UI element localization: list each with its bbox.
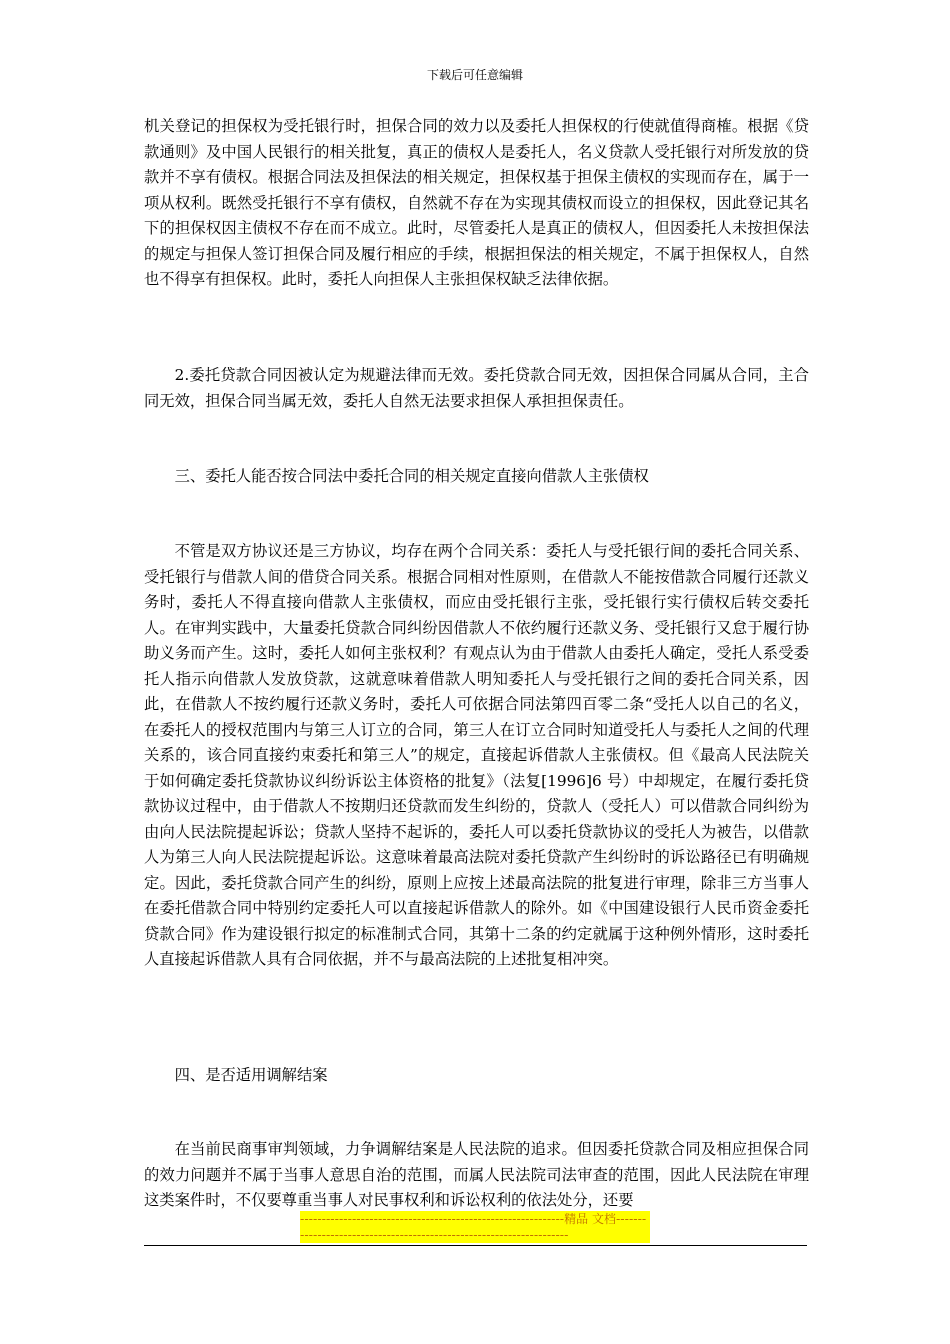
section-heading: 四、是否适用调解结案 <box>174 1066 328 1084</box>
body-paragraph: 不管是双方协议还是三方协议，均存在两个合同关系：委托人与受托银行间的委托合同关系、受托银行与借款人间的借贷合同关系。根据合同相对性原则，在借款人不能按借款合同履行还款义务时，委托人不得直接向借款人主张债权，而应由受托银行主张，受托银行实行债权后转交委托人。在审判实践中，大量委托贷款合同纠纷因借款人不依约履行还款义务、受托银行又怠于履行协助义务而产生。这时，委托人如何主张权利？有观点认为由于借款人由委托人确定，受托人系受委托人指示向借款人发放贷款，这就意味着借款人明知委托人与受托银行之间的委托合同关系，因此，在借款人不按约履行还款义务时，委托人可依据合同法第四百零二条“受托人以自己的名义，在委托人的授权范围内与第三人订立的合同，第三人在订立合同时知道受托人与委托人之间的代理关系的，该合同直接约束委托和第三人”的规定，直接起诉借款人主张债权。但《最高人民法院关于如何确定委托贷款协议纠纷诉讼主体资格的批复》（法复[1996]6 号）中却规定，在履行委托贷款协议过程中，由于借款人不按期归还贷款而发生纠纷的，贷款人（受托人）可以借款合同纠纷为由向人民法院提起诉讼；贷款人坚持不起诉的，委托人可以委托贷款协议的受托人为被告，以借款人为第三人向人民法院提起诉讼。这意味着最高法院对委托贷款产生纠纷时的诉讼路径已有明确规定。因此，委托贷款合同产生的纠纷，原则上应按上述最高法院的批复进行审理，除非三方当事人在委托借款合同中特别约定委托人可以直接起诉借款人的除外。如《中国建设银行人民币资金委托贷款合同》作为建设银行拟定的标准制式合同，其第十二条的约定就属于这种例外情形，这时委托人直接起诉借款人具有合同依据，并不与最高法院的上述批复相冲突。 <box>144 542 809 968</box>
paragraph-mediation <box>144 1137 809 1214</box>
footer-watermark: -------------------------------------------------------------精品 文档--------------------------------------------------------------------- <box>300 1211 650 1243</box>
body-paragraph: 2.委托贷款合同因被认定为规避法律而无效。委托贷款合同无效，因担保合同属从合同，主合同无效，担保合同当属无效，委托人自然无法要求担保人承担担保责任。 <box>144 366 809 410</box>
body-paragraph: 机关登记的担保权为受托银行时，担保合同的效力以及委托人担保权的行使就值得商榷。根据《贷款通则》及中国人民银行的相关批复，真正的债权人是委托人，名义贷款人受托银行对所发放的贷款并不享有债权。根据合同法及担保法的相关规定，担保权基于担保主债权的实现而存在，属于一项从权利。既然受托银行不享有债权，自然就不存在为实现其债权而设立的担保权，因此登记其名下的担保权因主债权不存在而不成立。此时，尽管委托人是真正的债权人，但因委托人未按担保法的规定与担保人签订担保合同及履行相应的手续，根据担保法的相关规定，不属于担保权人，自然也不得享有担保权。此时，委托人向担保人主张担保权缺乏法律依据。 <box>144 117 809 288</box>
body-paragraph: 在当前民商事审判领域，力争调解结案是人民法院的追求。但因委托贷款合同及相应担保合同的效力问题并不属于当事人意思自治的范围，而属人民法院司法审查的范围，因此人民法院在审理这类案件时，不仅要尊重当事人对民事权利和诉讼权利的依法处分，还要 <box>144 1140 809 1209</box>
page-header: 下载后可任意编辑 <box>426 68 523 82</box>
paragraph-guarantee-rights <box>144 114 809 293</box>
paragraph-contract-invalid <box>144 363 809 414</box>
section-heading-4 <box>144 1063 809 1089</box>
footer-divider <box>144 1245 807 1246</box>
paragraph-direct-claim <box>144 539 809 973</box>
section-heading-3 <box>144 464 809 490</box>
section-heading: 三、委托人能否按合同法中委托合同的相关规定直接向借款人主张债权 <box>174 467 649 485</box>
